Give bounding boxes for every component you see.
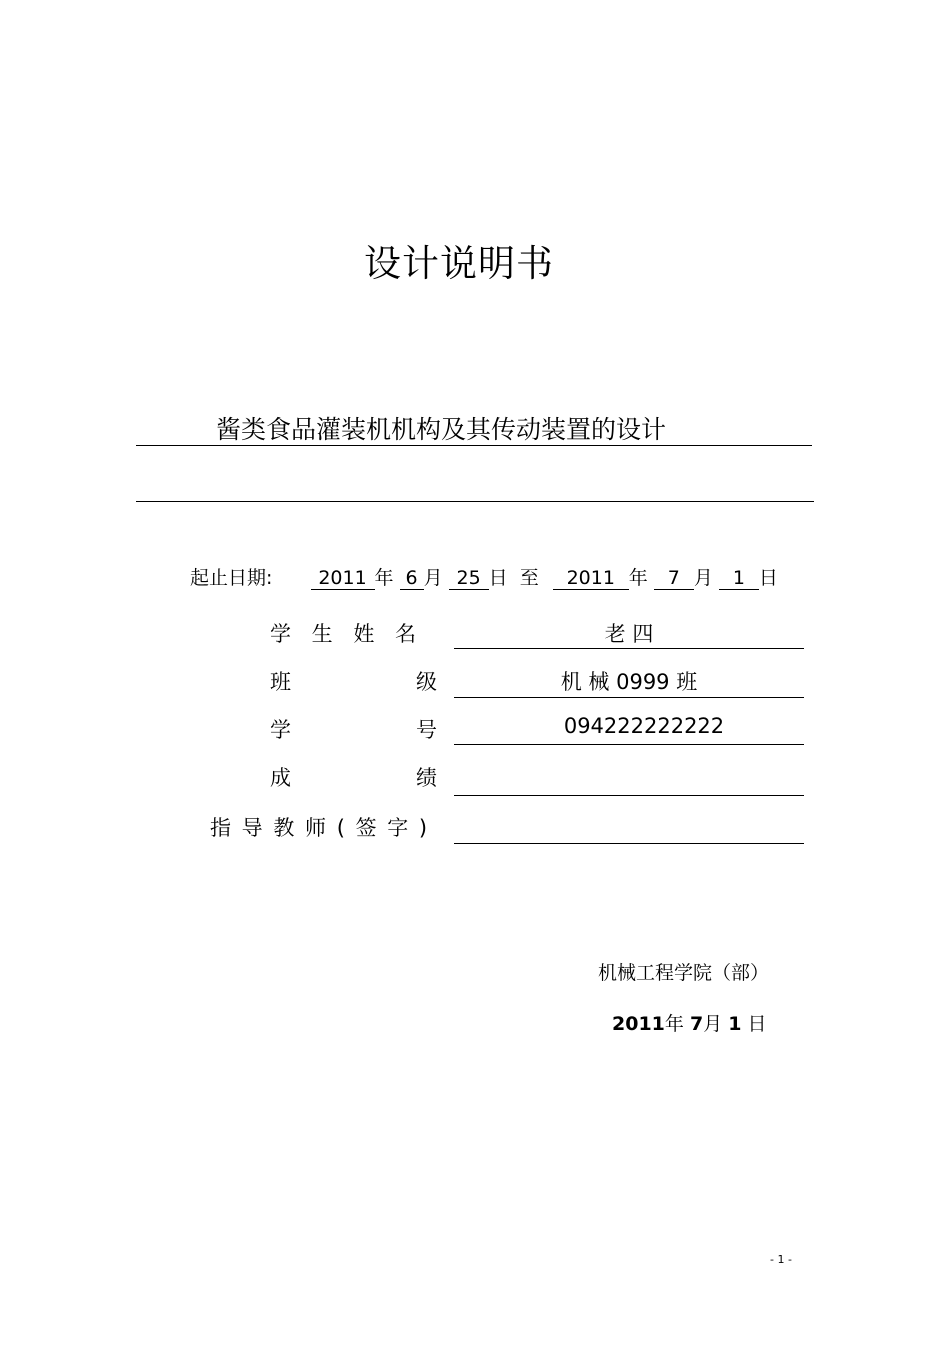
finish-month: 7 xyxy=(689,1013,704,1035)
end-month: 7 xyxy=(654,567,694,590)
end-year-char: 年 xyxy=(628,567,648,589)
class-label-left: 班 xyxy=(270,670,291,694)
start-month-char: 月 xyxy=(423,567,443,589)
date-range-label: 起止日期: xyxy=(190,567,273,589)
project-title-underline xyxy=(136,445,812,446)
grade-label-right: 绩 xyxy=(416,766,437,790)
student-name-value: 老 四 xyxy=(604,622,654,646)
student-name-underline xyxy=(454,648,804,649)
teacher-signature-label: 指 导 教 师 ( 签 字 ) xyxy=(210,816,428,840)
finish-year-char: 年 xyxy=(664,1013,684,1035)
student-id-label-right: 号 xyxy=(416,718,437,742)
class-value: 机 械 0999 班 xyxy=(560,670,698,694)
class-underline xyxy=(454,697,804,698)
finish-year: 2011 xyxy=(612,1013,665,1035)
project-title: 酱类食品灌装机机构及其传动装置的设计 xyxy=(216,415,667,444)
project-title-second-underline xyxy=(136,501,814,502)
end-day-char: 日 xyxy=(758,567,778,589)
end-year: 2011 xyxy=(553,567,629,590)
start-year: 2011 xyxy=(311,567,375,590)
student-id-label-left: 学 xyxy=(270,718,291,742)
date-range xyxy=(190,563,778,590)
student-name-label: 学 生 姓 名 xyxy=(270,622,417,646)
start-day-char: 日 xyxy=(488,567,508,589)
finish-date xyxy=(612,1009,767,1036)
finish-month-char: 月 xyxy=(703,1013,723,1035)
document-title: 设计说明书 xyxy=(364,242,554,285)
teacher-signature-underline xyxy=(454,843,804,844)
page-number: - 1 - xyxy=(770,1253,792,1266)
date-to: 至 xyxy=(519,567,539,589)
start-month: 6 xyxy=(400,567,424,590)
start-year-char: 年 xyxy=(374,567,394,589)
finish-day-char: 日 xyxy=(747,1013,767,1035)
student-id-underline xyxy=(454,744,804,745)
finish-day: 1 xyxy=(728,1013,742,1035)
start-day: 25 xyxy=(449,567,489,590)
grade-underline xyxy=(454,795,804,796)
end-month-char: 月 xyxy=(693,567,713,589)
student-id-value: 094222222222 xyxy=(563,714,725,738)
end-day: 1 xyxy=(719,567,759,590)
class-label-right: 级 xyxy=(416,670,437,694)
school-name: 机械工程学院（部） xyxy=(598,962,770,984)
grade-label-left: 成 xyxy=(270,766,291,790)
